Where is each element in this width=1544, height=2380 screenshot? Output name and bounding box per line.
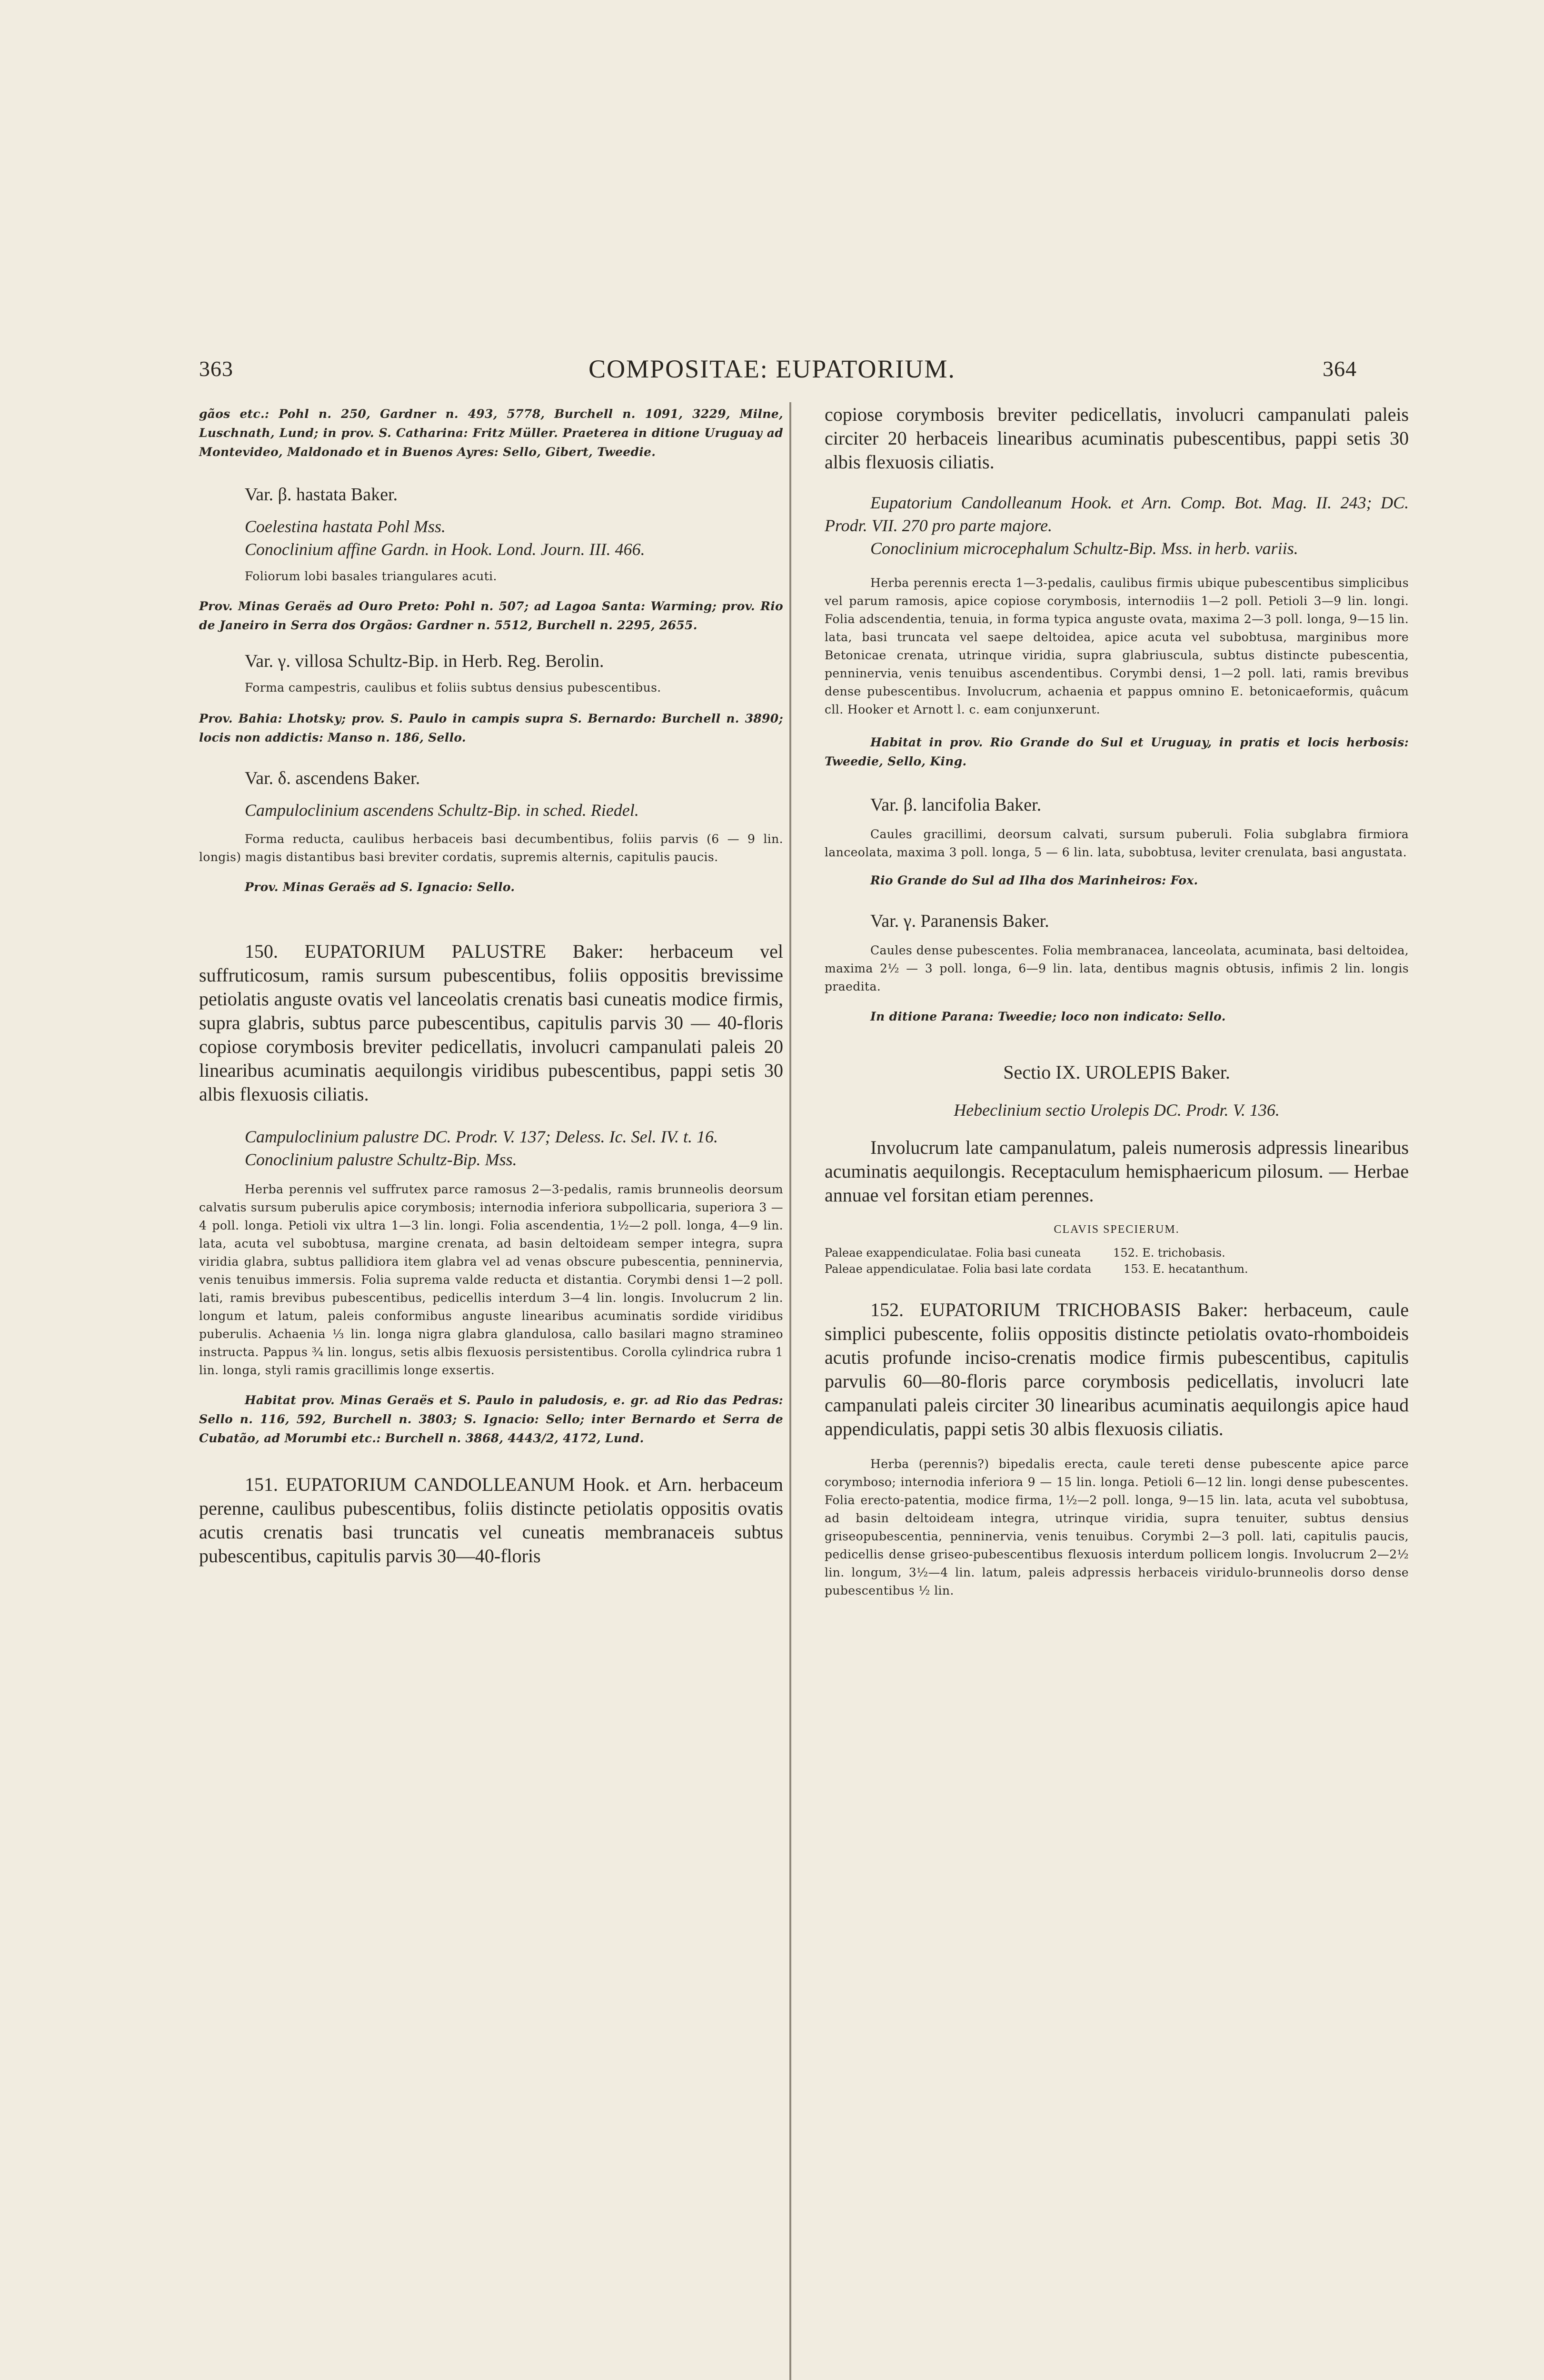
key-description: Paleae exappendiculatae. Folia basi cuneata [825,1246,1081,1259]
left-block-17: Herba perennis vel suffrutex parce ramosus 2—3-pedalis, ramis brunneolis deorsum calvatis sursum puberulis apice corymbosis; internodia inferiora subpollicaria, superiora 3 — 4 poll. longa. Petioli vix ultra 1—3 lin. longi. Folia ascendentia, 1½—2 poll. longa, 4—9 lin. lata, acuta vel subobtusa, margine crenata, ad basin deltoideam semper integra, supra viridia glabra, subtus pallidiora item glabra vel ad venas obscure pubescentia, penninervia, venis tenuibus immersis. Folia suprema valde reducta et distantia. Corymbi densi 1—2 poll. lati, ramis brevibus pubescentibus, pedicellis interdum 3—4 lin. longis. Involucrum 2 lin. longum et latum, paleis conformibus anguste linearibus acuminatis sordide viridibus puberulis. Achaenia ⅓ lin. longa nigra glabra glandulosa, callo basilari magno stramineo instructa. Pappus ¾ lin. longus, setis albis flexuosis persistentibus. Corolla cylindrica rubra 1 lin. longa, styli ramis gracillimis longe exsertis. [199,1182,783,1377]
column-divider [789,402,791,2380]
left-block-13: Prov. Minas Geraës ad S. Ignacio: Sello. [245,880,515,894]
left-block-14: 150. EUPATORIUM PALUSTRE Baker: herbaceum vel suffruticosum, ramis sursum pubescentibus, foliis oppositis brevissime petiolatis anguste ovatis vel lanceolatis crenatis basi cuneatis modice firmis, supra glabris, subtus parce pubescentibus, capitulis parvis 30 — 40-floris copiose corymbosis breviter pedicellatis, involucri campanulati paleis 20 linearibus acuminatis aequilongis viridibus pubescentibus, pappi setis 30 albis flexuosis ciliatis. [199,941,783,1105]
left-column [199,401,783,1568]
key-heading: CLAVIS SPECIERUM. [1054,1223,1180,1236]
right-block-11: In ditione Parana: Tweedie; loco non indicato: Sello. [870,1010,1226,1023]
left-block-10: Var. δ. ascendens Baker. [245,768,420,788]
right-block-10: Caules dense pubescentes. Folia membranacea, lanceolata, acuminata, basi deltoidea, maxima 2½ — 3 poll. longa, 6—9 lin. lata, dentibus magnis obtusis, infimis 2 lin. longis praedita. [825,943,1409,993]
left-block-8: Forma campestris, caulibus et foliis subtus densius pubescentibus. [245,681,661,694]
left-block-2: Var. β. hastata Baker. [245,485,398,505]
left-block-11: Campuloclinium ascendens Schultz-Bip. in sched. Riedel. [245,801,639,820]
left-block-1: gãos etc.: Pohl n. 250, Gardner n. 493, 5778, Burchell n. 1091, 3229, Milne, Luschnath, Lund; in prov. S. Catharina: Fritz Müller. Praeterea in ditione Uruguay ad Montevideo, Maldonado et in Buenos Ayres: Sello, Gibert, Tweedie. [199,407,783,459]
right-block-17: Herba (perennis?) bipedalis erecta, caule tereti dense pubescente apice parce corymboso; internodia inferiora 9 — 15 lin. longa. Petioli 6—12 lin. longi dense pubescentes. Folia erecto-patentia, modice firma, 1½—2 poll. longa, 9—15 lin. lata, acuta vel subobtusa, ad basin deltoideam integra, utrinque viridia, supra tenuiter, subtus densius griseopubescentia, penninervia, venis tenuibus. Corymbi 2—3 poll. lati, capitulis paucis, pedicellis dense griseo-pubescentibus flexuosis interdum pollicem longis. Involucrum 2—2½ lin. longum, 3½—4 lin. latum, paleis adpressis herbaceis viridulo-brunneolis dorso dense pubescentibus ½ lin. [825,1457,1409,1597]
left-block-12: Forma reducta, caulibus herbaceis basi decumbentibus, foliis parvis (6 — 9 lin. longis) magis distantibus basi breviter cordatis, supremis alternis, capitulis paucis. [199,832,783,864]
right-block-16: 152. EUPATORIUM TRICHOBASIS Baker: herbaceum, caule simplici pubescente, foliis oppositis distincte petiolatis ovato-rhomboideis acutis profunde inciso-crenatis modice firmis pubescentibus, capitulis parvulis 60—80-floris parce corymbosis pedicellatis, involucri late campanulati paleis circiter 30 linearibus acuminatis aequilongis apice haud appendiculatis, pappi setis 30 albis flexuosis ciliatis. [825,1299,1409,1439]
page-number-right: 364 [1323,357,1357,381]
key-reference: 153. E. hecatanthum. [1123,1262,1248,1276]
running-head: COMPOSITAE: EUPATORIUM. [588,355,956,383]
left-block-4: Conoclinium affine Gardn. in Hook. Lond. Journ. III. 466. [245,540,645,559]
right-block-8: Rio Grande do Sul ad Ilha dos Marinheiros: Fox. [870,873,1198,887]
left-block-19: 151. EUPATORIUM CANDOLLEANUM Hook. et Arn. herbaceum perenne, caulibus pubescentibus, foliis distincte petiolatis oppositis ovatis acutis crenatis basi truncatis vel cuneatis membranaceis subtus pubescentibus, capitulis parvis 30—40-floris [199,1474,783,1567]
right-block-9: Var. γ. Paranensis Baker. [870,911,1049,931]
key-row [825,1245,1409,1261]
left-block-18: Habitat prov. Minas Geraës et S. Paulo in paludosis, e. gr. ad Rio das Pedras: Sello n. 116, 592, Burchell n. 3803; S. Ignacio: Sello; inter Bernardo et Serra de Cubatão, ad Morumbi etc.: Burchell n. 3868, 4443/2, 4172, Lund. [199,1393,783,1445]
key-description: Paleae appendiculatae. Folia basi late cordata [825,1262,1092,1276]
right-block-7: Caules gracillimi, deorsum calvati, sursum puberuli. Folia subglabra firmiora lanceolata, maxima 3 poll. longa, 5 — 6 lin. lata, subobtusa, leviter crenulata, basi angustata. [825,827,1409,859]
left-block-3: Coelestina hastata Pohl Mss. [245,517,446,536]
species-key [825,1245,1409,1277]
left-block-5: Foliorum lobi basales triangulares acuti. [245,569,497,583]
right-block-1: copiose corymbosis breviter pedicellatis, involucri campanulati paleis circiter 20 herbaceis linearibus acuminatis pubescentibus, pappi setis 30 albis flexuosis ciliatis. [825,404,1409,473]
key-reference: 152. E. trichobasis. [1113,1246,1225,1259]
page-number-left: 363 [199,357,233,381]
left-block-7: Var. γ. villosa Schultz-Bip. in Herb. Reg. Berolin. [245,651,604,671]
right-column [825,401,1409,1600]
right-block-2: Eupatorium Candolleanum Hook. et Arn. Comp. Bot. Mag. II. 243; DC. Prodr. VII. 270 pro parte majore. [825,493,1409,535]
key-row [825,1261,1409,1277]
right-block-6: Var. β. lancifolia Baker. [870,795,1042,815]
right-block-4: Herba perennis erecta 1—3-pedalis, caulibus firmis ubique pubescentibus simplicibus vel parum ramosis, apice copiose corymbosis, internodiis 1—2 poll. Petioli 3—9 lin. longi. Folia adscendentia, tenuia, in forma typica anguste ovata, maxima 2—3 poll. longa, 9—15 lin. lata, basi truncata vel saepe deltoidea, apice acuta vel subobtusa, marginibus more Betonicae crenata, utrinque viridia, supra glabriuscula, subtus distincte pubescentia, penninervia, venis tenuibus ascendentibus. Corymbi densi, 1—2 poll. lati, ramis brevibus dense pubescentibus. Involucrum, achaenia et pappus omnino E. betonicaeformis, quâcum cll. Hooker et Arnott l. c. eam conjunxerunt. [825,576,1409,716]
left-block-9: Prov. Bahia: Lhotsky; prov. S. Paulo in campis supra S. Bernardo: Burchell n. 3890; locis non addictis: Manso n. 186, Sello. [199,712,783,744]
right-block-14: Involucrum late campanulatum, paleis numerosis adpressis linearibus acuminatis aequilongis. Receptaculum hemisphaericum pilosum. — Herbae annuae vel forsitan etiam perennes. [825,1137,1409,1206]
left-block-16: Conoclinium palustre Schultz-Bip. Mss. [245,1150,517,1169]
section-synonym: Hebeclinium sectio Urolepis DC. Prodr. V. 136. [954,1101,1280,1120]
right-block-3: Conoclinium microcephalum Schultz-Bip. Mss. in herb. variis. [870,539,1298,558]
right-block-5: Habitat in prov. Rio Grande do Sul et Uruguay, in pratis et locis herbosis: Tweedie, Sello, King. [825,735,1409,768]
section-heading: Sectio IX. UROLEPIS Baker. [1003,1061,1230,1083]
left-block-15: Campuloclinium palustre DC. Prodr. V. 137; Deless. Ic. Sel. IV. t. 16. [245,1127,718,1146]
left-block-6: Prov. Minas Geraës ad Ouro Preto: Pohl n. 507; ad Lagoa Santa: Warming; prov. Rio de Janeiro in Serra dos Orgãos: Gardner n. 5512, Burchell n. 2295, 2655. [199,599,783,632]
